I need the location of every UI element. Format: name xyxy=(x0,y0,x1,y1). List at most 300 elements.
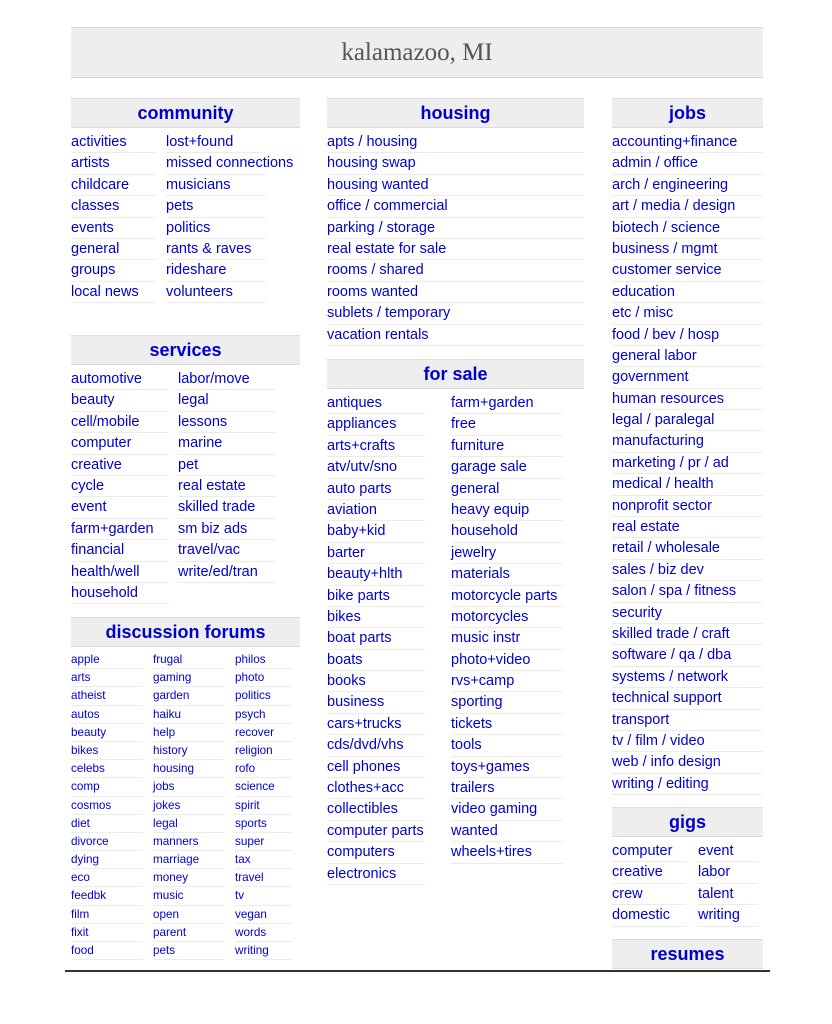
category-link[interactable] xyxy=(71,924,143,942)
category-link[interactable] xyxy=(71,540,169,561)
category-link-label[interactable]: history xyxy=(153,743,188,757)
category-link[interactable] xyxy=(235,869,293,887)
category-link-label[interactable]: recover xyxy=(235,725,274,739)
category-link[interactable] xyxy=(327,282,584,303)
category-link[interactable] xyxy=(612,710,763,731)
category-link[interactable] xyxy=(612,581,763,602)
category-link[interactable] xyxy=(612,410,763,431)
category-link[interactable] xyxy=(71,519,169,540)
category-link-label[interactable]: writing xyxy=(235,944,269,957)
category-link-label[interactable]: general xyxy=(451,480,500,497)
category-link-label[interactable]: medical / health xyxy=(612,476,714,493)
category-link-label[interactable]: words xyxy=(235,925,267,939)
category-link[interactable] xyxy=(612,624,763,645)
category-link-label[interactable]: feedbk xyxy=(71,889,107,903)
category-link[interactable] xyxy=(612,282,763,303)
category-link[interactable] xyxy=(451,757,563,778)
category-link[interactable] xyxy=(71,797,143,815)
category-link-label[interactable]: collectibles xyxy=(327,801,398,818)
category-link-label[interactable]: trailers xyxy=(451,780,495,797)
category-link-label[interactable]: spirit xyxy=(235,798,260,812)
category-link[interactable] xyxy=(327,842,425,863)
category-link[interactable] xyxy=(612,688,763,709)
category-link[interactable] xyxy=(327,303,584,324)
category-link-label[interactable]: pets xyxy=(166,198,194,215)
category-link-label[interactable]: garage sale xyxy=(451,459,527,476)
category-link-label[interactable]: manners xyxy=(153,834,199,848)
resumes-header[interactable]: resumes xyxy=(612,939,763,969)
category-link[interactable] xyxy=(166,239,266,260)
category-link[interactable] xyxy=(71,833,143,851)
category-link[interactable] xyxy=(71,869,143,887)
category-link[interactable] xyxy=(612,538,763,559)
category-link-label[interactable]: marketing / pr / ad xyxy=(612,454,729,471)
category-link[interactable] xyxy=(178,369,276,390)
category-link-label[interactable]: apts / housing xyxy=(327,134,418,150)
category-link-label[interactable]: photo xyxy=(235,671,265,685)
category-link-label[interactable]: divorce xyxy=(71,834,109,848)
category-link-label[interactable]: volunteers xyxy=(166,283,233,300)
category-link[interactable] xyxy=(71,433,169,454)
category-link[interactable] xyxy=(612,260,763,281)
category-link-label[interactable]: artists xyxy=(71,155,110,172)
category-link[interactable] xyxy=(327,153,584,174)
category-link-label[interactable]: office / commercial xyxy=(327,198,448,215)
category-link[interactable] xyxy=(153,924,225,942)
category-link-label[interactable]: art / media / design xyxy=(612,198,736,215)
category-link[interactable] xyxy=(235,851,293,869)
category-link[interactable] xyxy=(612,431,763,452)
housing-header[interactable]: housing xyxy=(327,98,584,128)
category-link[interactable] xyxy=(612,884,686,905)
category-link[interactable] xyxy=(451,457,563,478)
category-link[interactable] xyxy=(451,500,563,521)
category-link-label[interactable]: tv / film / video xyxy=(612,732,705,749)
category-link[interactable] xyxy=(71,942,143,960)
category-link[interactable] xyxy=(71,132,157,153)
category-link[interactable] xyxy=(451,543,563,564)
category-link[interactable] xyxy=(178,540,276,561)
category-link-label[interactable]: classes xyxy=(71,198,120,215)
category-link-label[interactable]: aviation xyxy=(327,501,377,518)
category-link[interactable] xyxy=(327,457,425,478)
category-link-label[interactable]: dying xyxy=(71,853,99,867)
category-link-label[interactable]: groups xyxy=(71,262,116,279)
category-link[interactable] xyxy=(612,603,763,624)
category-link-label[interactable]: food xyxy=(71,944,94,957)
category-link-label[interactable]: manufacturing xyxy=(612,433,704,450)
category-link[interactable] xyxy=(698,862,758,883)
category-link-label[interactable]: film xyxy=(71,907,90,921)
services-header[interactable]: services xyxy=(71,335,300,365)
category-link[interactable] xyxy=(235,651,293,669)
category-link[interactable] xyxy=(327,692,425,713)
category-link[interactable] xyxy=(166,153,294,174)
category-link[interactable] xyxy=(451,479,563,500)
category-link[interactable] xyxy=(327,714,425,735)
category-link[interactable] xyxy=(327,479,425,500)
category-link-label[interactable]: arts+crafts xyxy=(327,437,396,454)
category-link[interactable] xyxy=(166,282,266,303)
category-link-label[interactable]: rofo xyxy=(235,762,256,776)
category-link[interactable] xyxy=(71,239,157,260)
category-link-label[interactable]: vegan xyxy=(235,907,267,921)
category-link-label[interactable]: housing swap xyxy=(327,155,416,172)
category-link[interactable] xyxy=(71,706,143,724)
category-link[interactable] xyxy=(178,519,276,540)
category-link-label[interactable]: sm biz ads xyxy=(178,520,248,537)
category-link[interactable] xyxy=(71,218,157,239)
category-link[interactable] xyxy=(612,132,763,153)
category-link-label[interactable]: boats xyxy=(327,651,363,668)
category-link-label[interactable]: biotech / science xyxy=(612,219,721,236)
category-link-label[interactable]: haiku xyxy=(153,707,181,721)
category-link[interactable] xyxy=(451,821,563,842)
category-link[interactable] xyxy=(612,862,686,883)
category-link[interactable] xyxy=(71,175,157,196)
category-link[interactable] xyxy=(612,153,763,174)
category-link[interactable] xyxy=(235,778,293,796)
category-link[interactable] xyxy=(71,583,169,604)
category-link[interactable] xyxy=(451,628,563,649)
category-link[interactable] xyxy=(71,742,143,760)
category-link-label[interactable]: bike parts xyxy=(327,587,390,604)
category-link[interactable] xyxy=(235,797,293,815)
category-link[interactable] xyxy=(235,942,293,960)
category-link-label[interactable]: bikes xyxy=(71,743,99,757)
category-link[interactable] xyxy=(153,651,225,669)
category-link-label[interactable]: automotive xyxy=(71,371,142,387)
category-link[interactable] xyxy=(612,560,763,581)
category-link[interactable] xyxy=(327,864,425,885)
category-link-label[interactable]: government xyxy=(612,369,689,386)
category-link[interactable] xyxy=(451,671,563,692)
category-link-label[interactable]: systems / network xyxy=(612,668,729,685)
category-link[interactable] xyxy=(698,884,758,905)
category-link-label[interactable]: legal xyxy=(178,392,209,409)
category-link[interactable] xyxy=(327,778,425,799)
category-link-label[interactable]: real estate xyxy=(612,519,680,536)
category-link-label[interactable]: business xyxy=(327,694,385,711)
category-link[interactable] xyxy=(612,474,763,495)
category-link[interactable] xyxy=(612,196,763,217)
category-link[interactable] xyxy=(327,393,425,414)
category-link[interactable] xyxy=(327,260,584,281)
category-link[interactable] xyxy=(327,436,425,457)
category-link[interactable] xyxy=(178,412,276,433)
category-link-label[interactable]: beauty xyxy=(71,392,115,409)
category-link[interactable] xyxy=(71,282,157,303)
category-link-label[interactable]: cycle xyxy=(71,477,105,494)
category-link-label[interactable]: motorcycle parts xyxy=(451,587,558,604)
category-link-label[interactable]: books xyxy=(327,673,366,690)
category-link-label[interactable]: baby+kid xyxy=(327,523,386,540)
category-link[interactable] xyxy=(451,778,563,799)
forsale-header[interactable]: for sale xyxy=(327,359,584,389)
category-link-label[interactable]: travel/vac xyxy=(178,542,241,559)
category-link-label[interactable]: write/ed/tran xyxy=(178,563,258,580)
category-link-label[interactable]: computer xyxy=(612,843,673,859)
category-link-label[interactable]: arts xyxy=(71,671,91,685)
category-link-label[interactable]: politics xyxy=(166,219,211,236)
category-link-label[interactable]: talent xyxy=(698,885,734,902)
category-link-label[interactable]: cosmos xyxy=(71,798,112,812)
category-link[interactable] xyxy=(178,476,276,497)
category-link-label[interactable]: tv xyxy=(235,889,245,903)
category-link[interactable] xyxy=(327,650,425,671)
category-link[interactable] xyxy=(451,842,563,863)
category-link-label[interactable]: vacation rentals xyxy=(327,326,429,343)
category-link[interactable] xyxy=(451,586,563,607)
category-link[interactable] xyxy=(71,153,157,174)
category-link[interactable] xyxy=(235,687,293,705)
category-link-label[interactable]: cell/mobile xyxy=(71,413,140,430)
category-link-label[interactable]: psych xyxy=(235,707,266,721)
category-link[interactable] xyxy=(612,774,763,795)
category-link[interactable] xyxy=(327,218,584,239)
category-link[interactable] xyxy=(153,906,225,924)
category-link-label[interactable]: farm+garden xyxy=(451,395,534,411)
category-link-label[interactable]: business / mgmt xyxy=(612,240,718,257)
category-link-label[interactable]: lost+found xyxy=(166,134,234,150)
category-link-label[interactable]: computer xyxy=(71,435,132,452)
category-link-label[interactable]: real estate xyxy=(178,477,246,494)
category-link[interactable] xyxy=(327,132,584,153)
category-link-label[interactable]: eco xyxy=(71,871,90,885)
category-link-label[interactable]: cell phones xyxy=(327,758,401,775)
category-link-label[interactable]: writing / editing xyxy=(612,775,709,792)
category-link[interactable] xyxy=(612,325,763,346)
category-link[interactable] xyxy=(612,496,763,517)
category-link[interactable] xyxy=(327,521,425,542)
category-link[interactable] xyxy=(235,815,293,833)
category-link-label[interactable]: appliances xyxy=(327,416,397,433)
category-link-label[interactable]: activities xyxy=(71,134,127,150)
category-link[interactable] xyxy=(451,564,563,585)
category-link-label[interactable]: housing xyxy=(153,762,194,776)
category-link[interactable] xyxy=(451,799,563,820)
category-link-label[interactable]: retail / wholesale xyxy=(612,540,720,557)
category-link[interactable] xyxy=(71,687,143,705)
category-link[interactable] xyxy=(612,175,763,196)
category-link[interactable] xyxy=(153,742,225,760)
category-link[interactable] xyxy=(153,778,225,796)
category-link-label[interactable]: open xyxy=(153,907,180,921)
category-link-label[interactable]: farm+garden xyxy=(71,520,154,537)
category-link[interactable] xyxy=(166,260,266,281)
category-link-label[interactable]: video gaming xyxy=(451,801,538,818)
category-link-label[interactable]: missed connections xyxy=(166,155,294,172)
category-link[interactable] xyxy=(71,497,169,518)
category-link-label[interactable]: electronics xyxy=(327,865,397,882)
category-link-label[interactable]: computer parts xyxy=(327,822,424,839)
category-link[interactable] xyxy=(327,196,584,217)
category-link-label[interactable]: lessons xyxy=(178,413,228,430)
category-link-label[interactable]: creative xyxy=(71,456,122,473)
category-link-label[interactable]: heavy equip xyxy=(451,501,530,518)
category-link-label[interactable]: science xyxy=(235,780,275,794)
category-link-label[interactable]: sports xyxy=(235,816,267,830)
category-link[interactable] xyxy=(235,906,293,924)
category-link[interactable] xyxy=(153,706,225,724)
category-link-label[interactable]: household xyxy=(71,584,138,601)
category-link[interactable] xyxy=(451,414,563,435)
category-link-label[interactable]: boat parts xyxy=(327,630,392,647)
category-link-label[interactable]: apple xyxy=(71,653,100,666)
category-link-label[interactable]: general labor xyxy=(612,347,697,364)
category-link-label[interactable]: transport xyxy=(612,711,670,728)
category-link[interactable] xyxy=(327,628,425,649)
category-link[interactable] xyxy=(612,239,763,260)
category-link-label[interactable]: religion xyxy=(235,743,273,757)
category-link-label[interactable]: food / bev / hosp xyxy=(612,326,720,343)
category-link[interactable] xyxy=(153,724,225,742)
category-link[interactable] xyxy=(153,869,225,887)
category-link-label[interactable]: salon / spa / fitness xyxy=(612,583,737,600)
category-link-label[interactable]: admin / office xyxy=(612,155,698,172)
category-link[interactable] xyxy=(327,799,425,820)
category-link-label[interactable]: software / qa / dba xyxy=(612,647,732,664)
category-link[interactable] xyxy=(612,389,763,410)
category-link-label[interactable]: health/well xyxy=(71,563,140,580)
forums-header[interactable]: discussion forums xyxy=(71,617,300,647)
category-link[interactable] xyxy=(327,586,425,607)
category-link-label[interactable]: nonprofit sector xyxy=(612,497,712,514)
category-link[interactable] xyxy=(612,218,763,239)
category-link-label[interactable]: writing xyxy=(698,907,740,924)
category-link-label[interactable]: frugal xyxy=(153,653,183,666)
category-link[interactable] xyxy=(153,760,225,778)
category-link[interactable] xyxy=(612,367,763,388)
category-link-label[interactable]: motorcycles xyxy=(451,608,529,625)
category-link[interactable] xyxy=(235,724,293,742)
category-link[interactable] xyxy=(71,455,169,476)
category-link-label[interactable]: rvs+camp xyxy=(451,673,515,690)
category-link-label[interactable]: jobs xyxy=(153,780,175,794)
category-link-label[interactable]: materials xyxy=(451,566,510,583)
category-link[interactable] xyxy=(327,757,425,778)
category-link-label[interactable]: event xyxy=(698,843,734,859)
category-link[interactable] xyxy=(698,841,758,862)
category-link-label[interactable]: bikes xyxy=(327,608,361,625)
category-link-label[interactable]: web / info design xyxy=(612,754,721,771)
category-link-label[interactable]: human resources xyxy=(612,390,725,407)
category-link-label[interactable]: security xyxy=(612,604,662,621)
category-link-label[interactable]: tax xyxy=(235,853,251,867)
category-link-label[interactable]: beauty+hlth xyxy=(327,566,403,583)
category-link[interactable] xyxy=(235,706,293,724)
category-link-label[interactable]: furniture xyxy=(451,437,505,454)
category-link-label[interactable]: computers xyxy=(327,844,395,861)
category-link-label[interactable]: jokes xyxy=(153,798,181,812)
category-link-label[interactable]: events xyxy=(71,219,114,236)
category-link[interactable] xyxy=(327,414,425,435)
category-link[interactable] xyxy=(71,851,143,869)
category-link[interactable] xyxy=(153,815,225,833)
category-link[interactable] xyxy=(178,455,276,476)
category-link-label[interactable]: legal / paralegal xyxy=(612,412,715,429)
category-link-label[interactable]: free xyxy=(451,416,476,433)
category-link[interactable] xyxy=(327,543,425,564)
gigs-header[interactable]: gigs xyxy=(612,807,763,837)
category-link[interactable] xyxy=(327,735,425,756)
category-link[interactable] xyxy=(71,906,143,924)
category-link[interactable] xyxy=(166,196,266,217)
category-link-label[interactable]: super xyxy=(235,834,265,848)
category-link[interactable] xyxy=(71,651,143,669)
category-link-label[interactable]: parent xyxy=(153,925,187,939)
category-link-label[interactable]: sublets / temporary xyxy=(327,305,451,322)
category-link-label[interactable]: customer service xyxy=(612,262,722,279)
category-link-label[interactable]: sales / biz dev xyxy=(612,561,704,578)
category-link[interactable] xyxy=(235,760,293,778)
community-header[interactable]: community xyxy=(71,98,300,128)
category-link[interactable] xyxy=(178,433,276,454)
category-link[interactable] xyxy=(166,175,266,196)
category-link[interactable] xyxy=(71,815,143,833)
category-link-label[interactable]: tools xyxy=(451,737,482,754)
category-link-label[interactable]: legal xyxy=(153,816,178,830)
category-link-label[interactable]: accounting+finance xyxy=(612,134,738,150)
jobs-header[interactable]: jobs xyxy=(612,98,763,128)
category-link-label[interactable]: technical support xyxy=(612,690,722,707)
category-link[interactable] xyxy=(612,517,763,538)
category-link-label[interactable]: skilled trade / craft xyxy=(612,625,730,642)
category-link-label[interactable]: sporting xyxy=(451,694,503,711)
category-link-label[interactable]: rideshare xyxy=(166,262,227,279)
category-link-label[interactable]: antiques xyxy=(327,395,382,411)
category-link-label[interactable]: wanted xyxy=(451,822,498,839)
category-link-label[interactable]: domestic xyxy=(612,907,671,924)
category-link-label[interactable]: local news xyxy=(71,283,139,300)
category-link[interactable] xyxy=(451,607,563,628)
category-link[interactable] xyxy=(327,671,425,692)
category-link-label[interactable]: rooms wanted xyxy=(327,283,419,300)
category-link[interactable] xyxy=(327,325,584,346)
category-link[interactable] xyxy=(612,303,763,324)
category-link-label[interactable]: atheist xyxy=(71,689,106,703)
category-link[interactable] xyxy=(235,924,293,942)
category-link-label[interactable]: tickets xyxy=(451,715,493,732)
category-link-label[interactable]: auto parts xyxy=(327,480,392,497)
category-link-label[interactable]: wheels+tires xyxy=(451,844,532,861)
category-link-label[interactable]: photo+video xyxy=(451,651,531,668)
category-link[interactable] xyxy=(153,851,225,869)
category-link[interactable] xyxy=(235,833,293,851)
category-link-label[interactable]: comp xyxy=(71,780,100,794)
category-link[interactable] xyxy=(153,797,225,815)
category-link-label[interactable]: childcare xyxy=(71,176,130,193)
category-link-label[interactable]: jewelry xyxy=(451,544,497,561)
category-link-label[interactable]: garden xyxy=(153,689,190,703)
category-link[interactable] xyxy=(153,887,225,905)
category-link[interactable] xyxy=(71,412,169,433)
category-link-label[interactable]: rants & raves xyxy=(166,240,252,257)
category-link-label[interactable]: autos xyxy=(71,707,100,721)
category-link-label[interactable]: help xyxy=(153,725,176,739)
category-link-label[interactable]: pet xyxy=(178,456,199,473)
category-link[interactable] xyxy=(71,196,157,217)
category-link[interactable] xyxy=(327,500,425,521)
category-link[interactable] xyxy=(612,453,763,474)
category-link[interactable] xyxy=(235,669,293,687)
category-link-label[interactable]: cars+trucks xyxy=(327,715,402,732)
category-link[interactable] xyxy=(451,436,563,457)
category-link[interactable] xyxy=(71,887,143,905)
category-link-label[interactable]: gaming xyxy=(153,671,192,685)
category-link[interactable] xyxy=(235,887,293,905)
category-link[interactable] xyxy=(451,735,563,756)
